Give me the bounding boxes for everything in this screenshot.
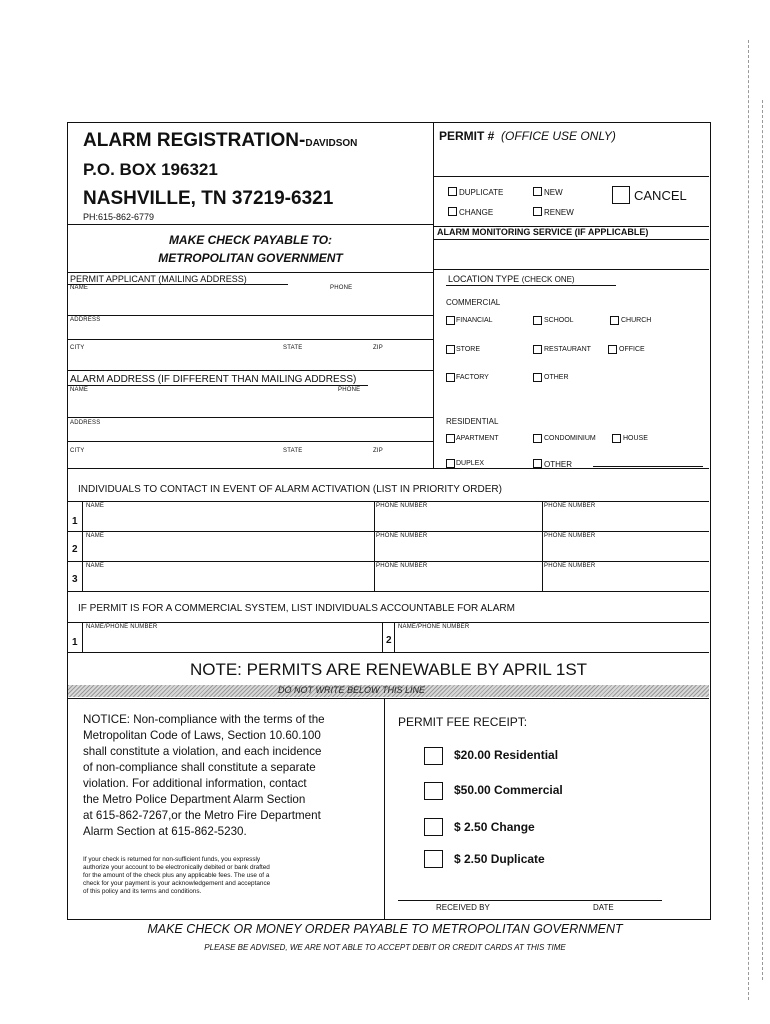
contact-row-number: 1 bbox=[72, 516, 78, 527]
accountable-row-number: 2 bbox=[386, 635, 392, 646]
commercial-fee-label: $50.00 Commercial bbox=[454, 783, 563, 797]
scan-edge-mark bbox=[748, 40, 749, 1000]
house-checkbox[interactable] bbox=[612, 434, 621, 443]
location-type-title: LOCATION TYPE (CHECK ONE) bbox=[448, 274, 575, 284]
contact-row-number: 3 bbox=[72, 574, 78, 585]
accountable-name-phone-label: NAME/PHONE NUMBER bbox=[398, 624, 470, 630]
accountable-row-number: 1 bbox=[72, 637, 78, 648]
factory-label: FACTORY bbox=[456, 374, 489, 381]
change-fee-label: $ 2.50 Change bbox=[454, 820, 535, 834]
notice-text: NOTICE: Non-compliance with the terms of the Metropolitan Code of Laws, Section 10.60.100 shall constitute a violation, and each incidence of non-compliance shall constitute a separate violation. For additional information, contact the Metro Police Department Alarm Section at 615-862-7267,or the Metro Fire Department Alarm Section at 615-862-5230. bbox=[83, 713, 325, 838]
alarm-city-label: CITY bbox=[70, 448, 85, 454]
alarm-phone-label: PHONE bbox=[338, 387, 361, 393]
duplicate-fee-label: $ 2.50 Duplicate bbox=[454, 852, 545, 866]
contacts-section-title: INDIVIDUALS TO CONTACT IN EVENT OF ALARM ACTIVATION (LIST IN PRIORITY ORDER) bbox=[78, 484, 502, 495]
duplex-checkbox[interactable] bbox=[446, 459, 455, 468]
contact-row-number: 2 bbox=[72, 544, 78, 555]
footer-card-notice: PLEASE BE ADVISED, WE ARE NOT ABLE TO ACCEPT DEBIT OR CREDIT CARDS AT THIS TIME bbox=[204, 943, 566, 952]
financial-checkbox[interactable] bbox=[446, 316, 455, 325]
contact-phone-label: PHONE NUMBER bbox=[544, 503, 596, 509]
office-label: OFFICE bbox=[619, 346, 645, 353]
check-payable-line2: METROPOLITAN GOVERNMENT bbox=[158, 251, 343, 265]
duplicate-checkbox[interactable] bbox=[448, 187, 457, 196]
change-checkbox[interactable] bbox=[448, 207, 457, 216]
form-title: ALARM REGISTRATION-DAVIDSON bbox=[83, 130, 358, 151]
contact-name-label: NAME bbox=[86, 533, 105, 539]
check-payable-line1: MAKE CHECK PAYABLE TO: bbox=[168, 233, 333, 247]
financial-label: FINANCIAL bbox=[456, 317, 493, 324]
condominium-label: CONDOMINIUM bbox=[544, 435, 596, 442]
residential-fee-label: $20.00 Residential bbox=[454, 748, 559, 762]
alarm-address-title: ALARM ADDRESS (IF DIFFERENT THAN MAILING ADDRESS) bbox=[70, 374, 357, 385]
renew-label: RENEW bbox=[544, 208, 574, 217]
contact-phone-label: PHONE NUMBER bbox=[376, 533, 428, 539]
contact-phone-label: PHONE NUMBER bbox=[544, 563, 596, 569]
contact-phone-label: PHONE NUMBER bbox=[544, 533, 596, 539]
alarm-zip-label: ZIP bbox=[373, 448, 383, 454]
factory-checkbox[interactable] bbox=[446, 373, 455, 382]
office-phone: PH:615-862-6779 bbox=[83, 212, 155, 222]
commercial-fee-checkbox[interactable] bbox=[424, 782, 443, 800]
monitoring-service-label: ALARM MONITORING SERVICE (IF APPLICABLE) bbox=[437, 227, 649, 237]
cancel-label: CANCEL bbox=[634, 188, 687, 203]
contact-name-label: NAME bbox=[86, 563, 105, 569]
church-label: CHURCH bbox=[621, 317, 652, 324]
nsf-policy-text: If your check is returned for non-sufficient funds, you expressly authorize your account to be electronically debited or bank drafted for the amount of the check plus any applicable fees. The use of a check for your payment is your acknowledgement and acceptance of this policy and its terms and conditions. bbox=[83, 856, 271, 895]
contact-name-label: NAME bbox=[86, 503, 105, 509]
alarm-state-label: STATE bbox=[283, 448, 303, 454]
received-by-line[interactable] bbox=[398, 900, 662, 901]
change-fee-checkbox[interactable] bbox=[424, 818, 443, 836]
contact-phone-label: PHONE NUMBER bbox=[376, 503, 428, 509]
applicant-city-label: CITY bbox=[70, 345, 85, 351]
duplex-label: DUPLEX bbox=[456, 460, 485, 467]
restaurant-label: RESTAURANT bbox=[544, 346, 591, 353]
duplicate-label: DUPLICATE bbox=[459, 188, 504, 197]
residential-other-label: OTHER bbox=[544, 460, 572, 469]
house-label: HOUSE bbox=[623, 435, 648, 442]
date-label: DATE bbox=[593, 903, 614, 912]
change-label: CHANGE bbox=[459, 208, 494, 217]
do-not-write-text: DO NOT WRITE BELOW THIS LINE bbox=[278, 685, 426, 695]
church-checkbox[interactable] bbox=[610, 316, 619, 325]
commercial-other-label: OTHER bbox=[544, 374, 569, 381]
office-checkbox[interactable] bbox=[608, 345, 617, 354]
scan-edge-mark bbox=[762, 100, 763, 980]
applicant-name-label: NAME bbox=[70, 285, 89, 291]
residential-heading: RESIDENTIAL bbox=[446, 417, 499, 426]
school-label: SCHOOL bbox=[544, 317, 574, 324]
new-label: NEW bbox=[544, 188, 563, 197]
contact-phone-label: PHONE NUMBER bbox=[376, 563, 428, 569]
apartment-label: APARTMENT bbox=[456, 435, 499, 442]
duplicate-fee-checkbox[interactable] bbox=[424, 850, 443, 868]
commercial-accountable-title: IF PERMIT IS FOR A COMMERCIAL SYSTEM, LIST INDIVIDUALS ACCOUNTABLE FOR ALARM bbox=[78, 603, 515, 614]
new-checkbox[interactable] bbox=[533, 187, 542, 196]
applicant-address-label: ADDRESS bbox=[70, 317, 101, 323]
restaurant-checkbox[interactable] bbox=[533, 345, 542, 354]
received-by-label: RECEIVED BY bbox=[436, 903, 490, 912]
footer-payable-line: MAKE CHECK OR MONEY ORDER PAYABLE TO METROPOLITAN GOVERNMENT bbox=[147, 922, 623, 936]
store-label: STORE bbox=[456, 346, 480, 353]
applicant-phone-label: PHONE bbox=[330, 285, 353, 291]
renew-checkbox[interactable] bbox=[533, 207, 542, 216]
residential-other-checkbox[interactable] bbox=[533, 459, 542, 468]
accountable-name-phone-label: NAME/PHONE NUMBER bbox=[86, 624, 158, 630]
applicant-zip-label: ZIP bbox=[373, 345, 383, 351]
po-box: P.O. BOX 196321 bbox=[83, 160, 218, 179]
renewal-note: NOTE: PERMITS ARE RENEWABLE BY APRIL 1ST bbox=[189, 660, 588, 679]
alarm-name-label: NAME bbox=[70, 387, 89, 393]
school-checkbox[interactable] bbox=[533, 316, 542, 325]
city-line: NASHVILLE, TN 37219-6321 bbox=[83, 188, 334, 209]
alarm-address-label: ADDRESS bbox=[70, 420, 101, 426]
other-write-in-line[interactable] bbox=[593, 466, 703, 467]
commercial-heading: COMMERCIAL bbox=[446, 298, 501, 307]
fee-receipt-title: PERMIT FEE RECEIPT: bbox=[398, 715, 528, 729]
commercial-other-checkbox[interactable] bbox=[533, 373, 542, 382]
residential-fee-checkbox[interactable] bbox=[424, 747, 443, 765]
applicant-section-title: PERMIT APPLICANT (MAILING ADDRESS) bbox=[70, 274, 247, 284]
permit-number-label: PERMIT # (OFFICE USE ONLY) bbox=[439, 129, 616, 143]
applicant-state-label: STATE bbox=[283, 345, 303, 351]
condominium-checkbox[interactable] bbox=[533, 434, 542, 443]
store-checkbox[interactable] bbox=[446, 345, 455, 354]
alarm-registration-form bbox=[67, 122, 711, 920]
cancel-checkbox[interactable] bbox=[612, 186, 630, 204]
apartment-checkbox[interactable] bbox=[446, 434, 455, 443]
